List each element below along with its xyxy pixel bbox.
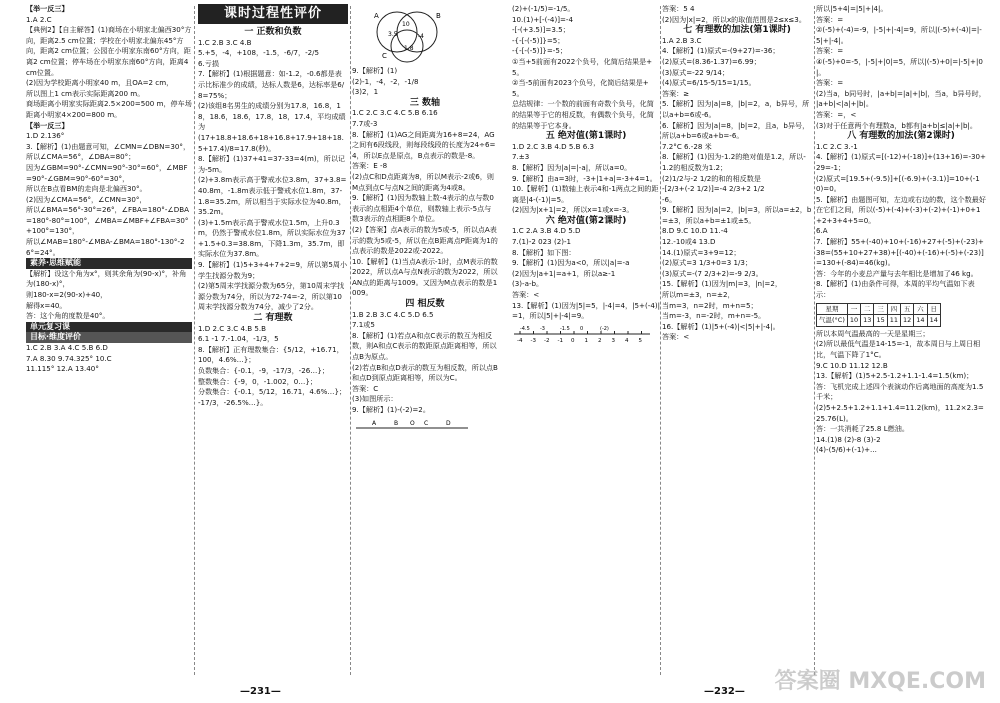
svg-text:D: D (446, 419, 451, 427)
answer-line: (2)+(-1/5)=-1/5。 (512, 4, 575, 13)
answer-line: 12.-10或4 13.D (662, 237, 716, 247)
answer-line: (2)因为|x|=2，所以x的取值范围是2≤x≤3。 (662, 14, 806, 24)
answer-line: 三 数轴 (409, 97, 441, 108)
answer-line: -[-(+3.5)]=3.5； (512, 25, 570, 35)
answer-line: 目标·维度评价 (26, 332, 192, 343)
answer-line: 10.(1)+[-(-4)]=-4 (512, 14, 573, 24)
table-cell: 气温(°C) (817, 315, 848, 327)
answer-line: 10.【解析】(1)数轴上表示4和-1两点之间的距离是|4-(-1)|=5。 (512, 184, 659, 204)
answer-line: 一 正数和负数 (244, 27, 302, 37)
answer-line: 单元复习课 (26, 322, 192, 333)
page-number: —231— (240, 686, 281, 697)
column-divider (350, 6, 351, 675)
right-page (502, 0, 1000, 703)
answer-line: 五 绝对值(第1课时) (545, 131, 627, 142)
answer-line: (2)原式=3 1/3+0=3 1/3； (662, 258, 753, 268)
answer-line: 1.D 2.C 3.C 4.B 5.B (198, 323, 266, 333)
answer-line: 5.【解析】由题图可知，左边或右边的数，这个数最好在它们之间，所以(-5)+(-4)+(-3)+(-2)+(-1)+0+1+2+3+4+5=0。 (816, 194, 986, 225)
answer-line: 答：今年的小麦总产量与去年相比是增加了46 kg。 (816, 268, 978, 278)
answer-line: 7.2°C 6.-28 米 (662, 141, 712, 151)
answer-line: 3.【解析】(1)由题意可知，∠CMN=∠DBN=30°，所以∠CMA=56°，∠DBA=80°； (26, 141, 191, 162)
number-line-label: -4 (517, 337, 523, 344)
number-line-point-label: 0 (580, 325, 584, 332)
number-line-label: 5 (638, 337, 642, 344)
answer-line: 答案：5 4 (662, 4, 695, 13)
answer-line: 【解析】设这个角为x°，则其余角为(90-x)°，补角为(180-x)°， (26, 268, 187, 289)
answer-line: (2)若点B和点D表示的数互为相反数，所以点B和点D到原点距离相等，所以为C。 (352, 362, 498, 383)
answer-column-5 (662, 4, 812, 679)
answer-line: 答：这个角的度数是40°。 (26, 311, 110, 321)
answer-line: 1.C 2.B 3.A 4.C 5.B 6.D (26, 343, 108, 352)
abcd-number-line (352, 418, 472, 434)
answer-line: -{-[-(-5)]}=-5； (512, 46, 567, 56)
venn-label: -4 (418, 33, 424, 40)
answer-line: 9.【解析】由a=3时，-3+|1+a|=-3+4=1。 (512, 173, 657, 183)
table-cell: 11 (887, 315, 900, 327)
answer-line: 7.(1)-2 023 (2)-1 (512, 237, 572, 247)
venn-label: C (382, 52, 387, 60)
venn-label: A (374, 12, 379, 20)
answer-line: 所以m=±3，n=±2， (662, 290, 735, 300)
svg-text:C: C (424, 419, 429, 427)
answer-line: 八 有理数的加法(第2课时) (847, 131, 955, 142)
answer-line: 7.A 8.30 9.74.325° 10.C (26, 353, 112, 363)
answer-line: 所以∠BMA=56°-30°=26°，∠FBA=180°-∠DBA=180°-80°=100°，∠MBA=∠MBF+∠FBA=30°+100°=130°， (26, 205, 189, 236)
answer-line: 二 有理数 (253, 313, 293, 324)
answer-line: 7.【解析】55+(-40)+10+(-16)+27+(-5)+(-23)+38=(55+10+27+38)+[(-40)+(-16)+(-5)+(-23)]=130+(-84)=46(kg)。 (816, 237, 984, 268)
answer-line: 1.D 2.136° (26, 131, 65, 141)
answer-line: 15.【解析】(1)因为|m|=3，|n|=2， (662, 279, 782, 289)
answer-line: (2)因为|a+1|=a+1，所以a≥-1 (512, 268, 616, 278)
table-header-cell: 五 (901, 303, 914, 315)
answer-line: (2)-1，-4，-2，-1/8 (352, 76, 419, 86)
number-line-label: 1 (584, 337, 588, 344)
answer-line: ②(-5)+(-4)=-9，|-5|+|-4|=9，所以|(-5)+(-4)|=|-5|+|-4|。 (816, 25, 982, 45)
answer-line: 总结规律：一个数的前面有奇数个负号，化简的结果等于它的相反数，有偶数个负号，化简的结果等于它本身。 (512, 99, 654, 130)
answer-line: ①当+5前面有2022个负号，化简后结果是+5。 (512, 56, 653, 77)
table-cell: 15 (874, 315, 887, 327)
answer-line: 9.【解析】(1)因为数轴上数-4表示的点与数0表示的点相距4个单位，则数轴上表示-5点与数3表示的点相距8个单位。 (352, 193, 494, 224)
answer-line: 答：飞机完成上述四个表演动作后离地面的高度为1.5千米； (816, 381, 984, 402)
answer-line: 所以图上1 cm表示实际距离200 m。 (26, 88, 145, 98)
answer-line: 答案：=，< (816, 109, 857, 119)
answer-line: (3)如图所示： (352, 394, 398, 404)
table-cell: 12 (901, 315, 914, 327)
table-header-cell: 四 (887, 303, 900, 315)
answer-line: 7.±3 (512, 152, 530, 162)
answer-line: (2)第5周末学找源分数为65分，第10周末学找源分数为74分，所以为72-74=-2，所以第10周末学找源分数为74分，减少了2分。 (198, 281, 345, 312)
answer-line: (3)2，1 (352, 87, 379, 97)
answer-line: 8.【解析】如下图： (512, 247, 576, 257)
answer-column-1 (26, 4, 192, 679)
answer-line: 当m=-3，n=-2时，m+n=-5。 (662, 311, 766, 321)
answer-line: 分数集合：{-0.1，5/12，16.71，4.6%…}； (198, 387, 347, 397)
table-header-cell: 日 (927, 303, 940, 315)
venn-label: 3.5 (388, 31, 398, 38)
table-cell: 14 (927, 315, 940, 327)
answer-line: 答案：≥ (662, 88, 690, 98)
table-header-cell: 六 (914, 303, 927, 315)
number-line-point-label: -3 (540, 325, 545, 332)
answer-line: 1.C 2.A 3.B 4.D 5.D (512, 226, 581, 236)
column-divider (194, 6, 195, 675)
left-page (0, 0, 498, 703)
answer-line: (17+18.8+18.6+18+16.8+17.9+18+18.5+17.4)/8=17.8(秒)。 (198, 132, 344, 153)
answer-line: ②当-5前面有2023个负号，化简后结果是+5。 (512, 78, 649, 98)
answer-line: 答案：= (816, 78, 844, 88)
answer-line: 所以在B点看BM的走向是北偏西30°。 (26, 184, 147, 194)
number-line-point-label: (-2) (600, 325, 609, 332)
answer-line: (2)+3.8m表示高于警戒水位3.8m，37+3.8=40.8m，-1.8m表示低于警戒水位1.8m，37-1.8=35.2m，所以相当于实际水位为40.8m，35.2m。 (198, 175, 347, 217)
answer-line: 素养·思维赋能 (26, 258, 192, 269)
answer-column-2 (198, 4, 348, 679)
answer-line: 解得x=40。 (26, 300, 67, 310)
number-line-label: 3 (611, 337, 615, 344)
answer-line: 因为∠GBM=90°-∠CMN=90°-30°=60°，∠MBF=90°-∠GBM=90°-60°=30°， (26, 162, 188, 183)
answer-line: 8.【解析】(1)由条件可得，本周的平均气温如下表示： (816, 279, 975, 300)
answer-line: 七 有理数的加法(第1课时) (683, 25, 791, 36)
answer-line: 1.B 2.B 3.C 4.C 5.D 6.5 (352, 309, 434, 319)
answer-line: 16.【解析】(1)|5+(-4)|<|5|+|-4|。 (662, 321, 780, 331)
answer-line: 1.C 2.B 3.C 4.B (198, 37, 252, 47)
answer-line: 6.A (816, 226, 828, 236)
number-line-point-label: -1.5 (560, 325, 570, 332)
answer-line: 整数集合：{-9，0，-1.002，0…}； (198, 376, 317, 386)
table-header-cell: 二 (861, 303, 874, 315)
answer-line: 7.1或5 (352, 320, 375, 330)
number-line (512, 324, 652, 344)
venn-label: 10 (402, 21, 410, 28)
answer-line: 9.【解析】(1)因为a<0，所以|a|=-a (512, 258, 630, 268)
answer-line: (3)原式=-(7 2/3+2)=-9 2/3。 (662, 268, 763, 278)
answer-line: (4)原式=6/15-5/15=1/15。 (662, 78, 756, 88)
number-line-label: -3 (530, 337, 536, 344)
answer-line: (2)当a，b同号时，|a+b|=|a|+|b|，当a，b异号时，|a+b|<|a|+|b|。 (816, 88, 986, 109)
answer-line: 7.7或-3 (352, 118, 378, 128)
answer-line: 【典例2】【自主解答】(1)商场在小明家北偏西30°方向，距离2.5 cm位置；学校在小明家北偏东45°方向，距离2 cm位置；公园在小明家东南60°方向，距离2 cm位置；停车场在小明家东南60°方向，距离4 cm位置。 (26, 25, 192, 77)
answer-line: 9.【解析】(1)-(-2)=2。 (352, 405, 430, 414)
number-line-label: 0 (571, 337, 575, 344)
answer-line: 8.【解析】正有理数集合：{5/12，+16.71，100，4.6%…}； (198, 344, 344, 365)
answer-line: (2)因为学校距离小明家40 m，且OA=2 cm， (26, 78, 174, 88)
answer-column-6 (816, 4, 986, 679)
answer-line: 六 绝对值(第2课时) (545, 215, 627, 226)
answer-line: 8.D 9.C 10.D 11.-4 (662, 226, 728, 236)
answer-line: 1.A 2.C (26, 14, 52, 24)
answer-line: 9.C 10.D 11.12 12.B (816, 360, 888, 370)
answer-line: 【举一反三】 (26, 4, 69, 13)
svg-text:B: B (394, 419, 399, 427)
answer-line: 4.【解析】(1)原式=[(-12)+(-18)]+(13+16)=-30+29=-1； (816, 152, 986, 172)
answer-line: 13.【解析】(1)5+2.5-1.2+1.1-1.4=1.5(km)； (816, 371, 974, 381)
answer-line: -17/3，-26.5%…}。 (198, 397, 268, 407)
number-line-label: 2 (598, 337, 602, 344)
answer-line: (2)因为∠CMA=56°，∠CMN=30°， (26, 194, 147, 204)
section-banner: 课时过程性评价 (198, 4, 348, 24)
answer-line: ④(-5)+0=-5，|-5|+|0|=5，所以|(-5)+0|=|-5|+|0|。 (816, 56, 983, 77)
number-line-label: -1 (557, 337, 563, 344)
temperature-table (816, 303, 941, 327)
table-header-cell: 三 (874, 303, 887, 315)
answer-line: 4.【解析】(1)原式=-(9+27)=-36； (662, 46, 780, 56)
number-line-label: -2 (544, 337, 550, 344)
answer-line: 9.【解析】(1) (352, 66, 398, 75)
answer-line: 8.【解析】(1)AG之间距离为16+8=24，AG之间有6段线段，则每段线段的长度为24÷6=4，所以E点是原点，B点表示的数是-8。 (352, 129, 496, 160)
answer-line: (3)-a-b。 (512, 279, 544, 289)
venn-diagram (352, 6, 462, 64)
answer-line: 当m=3，n=2时，m+n=5； (662, 300, 758, 310)
page-number: —232— (704, 686, 745, 697)
answer-line: 9.【解析】因为|a|=2，|b|=3，所以a=±2，b=±3，所以a+b=±1或±5。 (662, 205, 812, 225)
answer-line: (3)对于任意两个有理数a，b都有|a+b|≤|a|+|b|。 (816, 120, 977, 130)
answer-line: 6.1 -1 7.-1.04，-1/3，5 (198, 334, 279, 344)
answer-line: 6.【解析】因为|a|=8，|b|=2，且a，b异号，所以a+b=6或a+b=-6。 (662, 120, 810, 141)
answer-line: 答案：< (662, 332, 690, 342)
answer-line: 8.【解析】(1)因为-1.2的绝对值是1.2，所以-1.2的相反数为1.2； (662, 152, 806, 172)
table-header-cell: 星期 (817, 303, 848, 315)
answer-line: 13.【解析】(1)因为|5|=5，|-4|=4，|5+(-4)|=1，所以|5|+|-4|=9。 (512, 300, 660, 321)
table-header-cell: 一 (847, 303, 860, 315)
answer-line: 则180-x=2(90-x)+40， (26, 290, 108, 300)
answer-line: (2)点C和D点距离为8，所以M表示-2或6，则M点到点C与点N之间的距离为4或8。 (352, 171, 494, 192)
column-divider (660, 6, 661, 675)
answer-line: (2)该组8名男生的成绩分别为17.8，16.8，18，18.6，18.6，17.8，18，17.4，平均成绩为 (198, 101, 346, 132)
answer-line: 1.C 2.C 3.C 4.C 5.B 6.16 (352, 108, 438, 118)
answer-line: 所以|5+4|=|5|+|4|。 (816, 4, 888, 13)
answer-line: 答案：C (352, 383, 379, 393)
answer-line: (2)1/2与-2 1/2的和的相反数是 (662, 173, 761, 183)
answer-line: 10.【解析】(1)当点A表示-1时，点M表示的数2022，所以点A与点N表示的数为2022，所以AN点的距离与1009。又因为M点表示的数是1009。 (352, 256, 498, 298)
answer-line: -{-[-(-5)]}=5； (512, 35, 565, 45)
answer-line: 5.+5，-4，+108，-1.5，-6/7，-2/5 (198, 48, 320, 58)
table-cell: 13 (861, 315, 874, 327)
answer-line: (4)-(5/6)+(-1)+... (816, 445, 877, 455)
answer-line: 7.【解析】(1)根据题意：如-1.2，-0.6都是表示比标准少的成绩，达标人数是6，达标率是6/8=75%； (198, 69, 345, 100)
answer-line: 5.【解析】因为|a|=8，|b|=2，a，b异号，所以a+b=6或-6。 (662, 99, 810, 119)
answer-line: (2)原式=[19.5+(-9.5)]+[(-6.9)+(-3.1)]=10+(-10)=0。 (816, 173, 980, 194)
answer-line: 11.115° 12.A 13.40° (26, 364, 99, 374)
column-divider (814, 6, 815, 675)
svg-text:A: A (372, 419, 377, 427)
answer-line: 四 相反数 (405, 299, 445, 310)
answer-line: 商场距离小明家实际距离2.5×200=500 m，停车场距离小明家4×200=800 m。 (26, 99, 192, 119)
answer-column-3 (352, 4, 498, 679)
answer-line: 负数集合：{-0.1，-9，-17/3，-26…}； (198, 366, 329, 375)
answer-line: (2)原式=(8.36-1.37)=6.99； (662, 56, 761, 66)
answer-line: 8.【解析】(1)若点A和点C表示的数互为相反数，则A和点C表示的数距原点距离相等，所以点B为原点。 (352, 330, 497, 362)
answer-line: 答案：< (512, 290, 540, 300)
answer-line: (2)所以最低气温是14-15=-1，故本周日与上周日相比，气温下降了1°C。 (816, 339, 981, 359)
answer-line: 14.(1)8 (2)-8 (3)-2 (816, 434, 881, 444)
answer-line: 答案：= (816, 14, 844, 24)
watermark: 答案圈 MXQE.COM (774, 669, 986, 694)
answer-line: 所以本周气温最高的一天是星期三； (816, 328, 930, 338)
answer-line: 14.(1)原式=3+9=12； (662, 247, 741, 257)
answer-line: 【举一反三】 (26, 120, 69, 130)
answer-line: (2)5+2.5+1.2+1.1+1.4=11.2(km)，11.2×2.3=25.76(L)。 (816, 402, 984, 423)
answer-line: 答案：= (816, 46, 844, 56)
answer-line: 所以∠MAB=180°-∠MBA-∠BMA=180°-130°-26°=24°。 (26, 237, 185, 257)
venn-label: 1.8 (404, 45, 414, 52)
number-line-point-label: -4.5 (520, 325, 530, 332)
answer-line: -6。 (662, 194, 677, 204)
answer-line: 8.【解析】因为|a|=|-a|，所以a=0。 (512, 162, 632, 172)
venn-label: B (436, 12, 441, 20)
table-cell: 14 (914, 315, 927, 327)
answer-line: (2)因为|x+1|=2，所以x=1或x=-3。 (512, 205, 634, 215)
answer-line: 答案：E -8 (352, 161, 388, 171)
number-line-label: 4 (625, 337, 629, 344)
answer-line: 6.亏损 (198, 58, 219, 68)
answer-line: (3)+1.5m表示高于警戒水位1.5m，上升0.3m，仍然于警戒水位1.8m，所以实际水位为37+1.5+0.3=38.8m，下降1.3m，35.7m，即实际水位为37.8m。 (198, 217, 346, 259)
answer-line: 1.C 2.C 3.-1 (816, 141, 858, 151)
answer-line: (2)【答案】点A表示的数为5或-5，所以点A表示的数为5或-5，所以在点B距离点P距离为1的点表示的数是2022或-2022。 (352, 224, 498, 256)
table-cell: 10 (847, 315, 860, 327)
answer-line: 1.D 2.C 3.B 4.D 5.B 6.3 (512, 141, 595, 151)
answer-line: 8.【解析】(1)37+41=37-33=4(m)，所以记为-5m。 (198, 154, 346, 174)
answer-line: 1.A 2.B 3.C (662, 35, 702, 45)
answer-column-4 (512, 4, 660, 679)
answer-line: 答：一共消耗了25.8 L燃油。 (816, 424, 909, 434)
svg-text:O: O (410, 419, 415, 427)
answer-line: (3)原式=-22 9/14； (662, 67, 730, 77)
answer-line: -[2/3+(-2 1/2)]=-4 2/3+2 1/2 (662, 184, 765, 194)
answer-line: 9.【解析】(1)5+3+4+7+2=9，所以第5周小学生找源分数为9； (198, 260, 348, 280)
